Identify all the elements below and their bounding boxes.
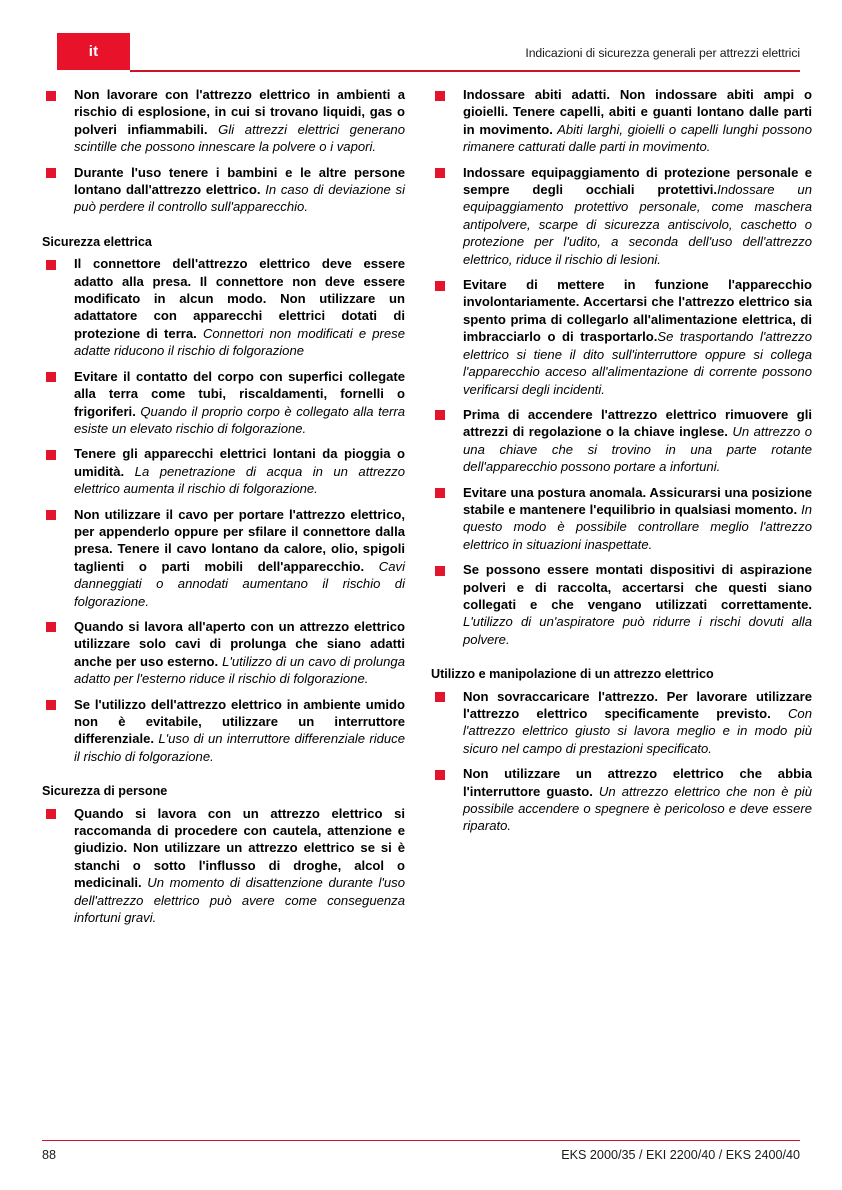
square-bullet-icon (46, 622, 56, 632)
list-item-text (74, 805, 405, 927)
square-bullet-icon (435, 410, 445, 420)
square-bullet-icon (46, 700, 56, 710)
list-item-text (74, 696, 405, 766)
list-item-bold: Non lavorare con l'attrezzo elettrico in ambienti a rischio di esplosione, in cui si trovano liquidi, gas o polveri infiammabili. (74, 87, 405, 137)
list-item-text (463, 406, 812, 476)
list-item-italic: Connettori non modificati e prese adatte riducono il rischio di folgorazione (74, 325, 405, 359)
list-item (431, 765, 812, 835)
section-heading-tool-usage: Utilizzo e manipolazione di un attrezzo elettrico (431, 667, 714, 682)
list-item-bold: Se possono essere montati dispositivi di aspirazione polveri e di raccolta, accertarsi che questi siano collegati e che vengano utilizzati correttamente. (463, 562, 812, 612)
list-item-bold: Indossare equipaggiamento di protezione personale e sempre degli occhiali protettivi. (463, 164, 812, 198)
list-item-bold: Se l'utilizzo dell'attrezzo elettrico in ambiente umido non è evitabile, utilizzare un interruttore differenziale. (74, 696, 405, 747)
list-item-italic: In caso di deviazione si può perdere il controllo sull'apparecchio. (74, 182, 405, 215)
square-bullet-icon (46, 91, 56, 101)
page-header (0, 0, 842, 78)
list-item (42, 805, 405, 927)
list-item-bold: Non sovraccaricare l'attrezzo. Per lavorare utilizzare l'attrezzo elettrico specificamente previsto. (463, 688, 812, 721)
list-item-italic: L'utilizzo di un cavo di prolunga adatto per l'esterno riduce il rischio di folgorazione. (74, 653, 405, 687)
section-heading-personal-safety: Sicurezza di persone (42, 784, 168, 799)
square-bullet-icon (435, 91, 445, 101)
footer-page-number: 88 (42, 1148, 57, 1162)
square-bullet-icon (46, 450, 56, 460)
list-item-text (74, 445, 405, 497)
list-item-bold: Indossare abiti adatti. Non indossare abiti ampi o gioielli. Tenere capelli, abiti e guanti lontano dalle parti in movimento. (463, 87, 812, 137)
list-item (42, 255, 405, 359)
square-bullet-icon (435, 770, 445, 780)
square-bullet-icon (46, 168, 56, 178)
list-item-text (74, 618, 405, 688)
list-item (431, 561, 812, 648)
square-bullet-icon (46, 510, 56, 520)
list-item-text (463, 765, 812, 835)
list-item (431, 86, 812, 156)
list-item-bold: Evitare il contatto del corpo con superfici collegate alla terra come tubi, riscaldamenti, fornelli o frigoriferi. (74, 368, 405, 419)
list-item-text (74, 368, 405, 438)
list-item (431, 164, 812, 268)
list-item (42, 368, 405, 438)
square-bullet-icon (46, 260, 56, 270)
square-bullet-icon (435, 281, 445, 291)
header-rule (130, 70, 800, 72)
list-item-bold: Tenere gli apparecchi elettrici lontani da pioggia o umidità. (74, 446, 405, 479)
list-item-bold: Quando si lavora con un attrezzo elettrico si raccomanda di procedere con cautela, attenzione e giudizio. Non utilizzare un attrezzo elettrico se si è stanchi o sotto l'influsso di droghe, alcol o medicinali. (74, 805, 405, 891)
list-item (42, 164, 405, 216)
list-item-italic: Un attrezzo elettrico che non è più possibile accendere o spegnere è pericoloso e deve essere riparato. (463, 783, 812, 834)
list-item-text (74, 506, 405, 610)
list-item-text (463, 164, 812, 268)
list-item-bold: Quando si lavora all'aperto con un attrezzo elettrico utilizzare solo cavi di prolunga che siano adatti anche per uso esterno. (74, 618, 405, 669)
list-item-text (463, 561, 812, 648)
list-item-bold: Evitare una postura anomala. Assicurarsi una posizione stabile e mantenere l'equilibrio in qualsiasi momento. (463, 484, 812, 517)
section-heading-electrical-safety: Sicurezza elettrica (42, 234, 152, 249)
square-bullet-icon (46, 809, 56, 819)
square-bullet-icon (435, 566, 445, 576)
list-item-italic: Quando il proprio corpo è collegato alla terra esiste un elevato rischio di folgorazione. (74, 403, 405, 436)
list-item-italic: Con l'attrezzo elettrico giusto si lavora meglio e in modo più sicuro nel campo di prestazioni specificato. (463, 706, 812, 756)
list-item (42, 506, 405, 610)
list-item (42, 445, 405, 497)
footer-model-line: EKS 2000/35 / EKI 2200/40 / EKS 2400/40 (561, 1148, 800, 1162)
left-column (0, 86, 421, 934)
list-item-text (463, 276, 812, 398)
language-tab: it (57, 33, 130, 70)
square-bullet-icon (435, 168, 445, 178)
list-item (42, 86, 405, 156)
list-item-italic: Indossare un equipaggiamento protettivo personale, come maschera antipolvere, scarpe di sicurezza antiscivolo, caschetto o protezione per l'udito, a seconda dell'uso dell'attrezzo elettrico, riduce il rischio di lesioni. (463, 182, 812, 267)
list-item-italic: In questo modo è possibile controllare meglio l'attrezzo elettrico in situazioni inaspettate. (463, 501, 812, 552)
list-item-text (463, 484, 812, 554)
list-item-italic: Abiti larghi, gioielli o capelli lunghi possono rimanere catturati dalle parti in movimento. (463, 121, 812, 155)
list-item-italic: L'uso di un interruttore differenziale riduce il rischio di folgorazione. (74, 731, 405, 764)
list-item (42, 618, 405, 688)
list-item-text (74, 255, 405, 359)
content-columns (0, 86, 842, 934)
list-item-text (74, 86, 405, 156)
list-item (431, 276, 812, 398)
list-item (431, 484, 812, 554)
square-bullet-icon (435, 692, 445, 702)
list-item-bold: Non utilizzare il cavo per portare l'attrezzo elettrico, per appenderlo oppure per sfilare il connettore dalla presa. Tenere il cavo lontano da calore, olio, spigoli taglienti o parti mobili dell'apparecchio. (74, 506, 405, 574)
list-item-bold: Evitare di mettere in funzione l'apparecchio involontariamente. Accertarsi che l'attrezzo elettrico sia spento prima di collegarlo all'alimentazione elettrica, di imbracciarlo o di trasportarlo. (463, 277, 812, 345)
footer-rule (42, 1140, 800, 1141)
list-item-italic: Un attrezzo o una chiave che si trovino in una parte rotante dell'apparecchio possono portare a infortuni. (463, 424, 812, 475)
list-item-bold: Durante l'uso tenere i bambini e le altre persone lontano dall'attrezzo elettrico. (74, 164, 405, 198)
right-column (421, 86, 842, 934)
list-item-italic: Un momento di disattenzione durante l'uso dell'attrezzo elettrico può avere come conseguenza infortuni gravi. (74, 875, 405, 926)
list-item (42, 696, 405, 766)
list-item-italic: L'utilizzo di un'aspiratore può ridurre i rischi dovuti alla polvere. (463, 614, 812, 647)
square-bullet-icon (46, 372, 56, 382)
list-item-text (463, 86, 812, 156)
square-bullet-icon (435, 488, 445, 498)
list-item-italic: Se trasportando l'attrezzo elettrico si tiene il dito sull'interruttore oppure si collega l'apparecchio acceso all'alimentazione di corrente possono verificarsi degli incidenti. (463, 329, 813, 397)
list-item-text (463, 688, 812, 758)
list-item-italic: Cavi danneggiati o annodati aumentano il rischio di folgorazione. (74, 558, 405, 609)
list-item-italic: Gli attrezzi elettrici generano scintille che possono innescare la polvere o i vapori. (74, 121, 405, 155)
list-item-bold: Prima di accendere l'attrezzo elettrico rimuovere gli attrezzi di regolazione o la chiave inglese. (463, 406, 812, 440)
list-item-italic: La penetrazione di acqua in un attrezzo elettrico aumenta il rischio di folgorazione. (74, 463, 405, 497)
list-item-bold: Non utilizzare un attrezzo elettrico che abbia l'interruttore guasto. (463, 766, 812, 799)
list-item (431, 406, 812, 476)
list-item (431, 688, 812, 758)
list-item-text (74, 164, 405, 216)
list-item-bold: Il connettore dell'attrezzo elettrico deve essere adatto alla presa. Il connettore non deve essere modificato in alcun modo. Non utilizzare un adattatore con apparecchi elettrici dotati di protezione di terra. (74, 256, 405, 341)
header-title: Indicazioni di sicurezza generali per attrezzi elettrici (525, 46, 800, 60)
